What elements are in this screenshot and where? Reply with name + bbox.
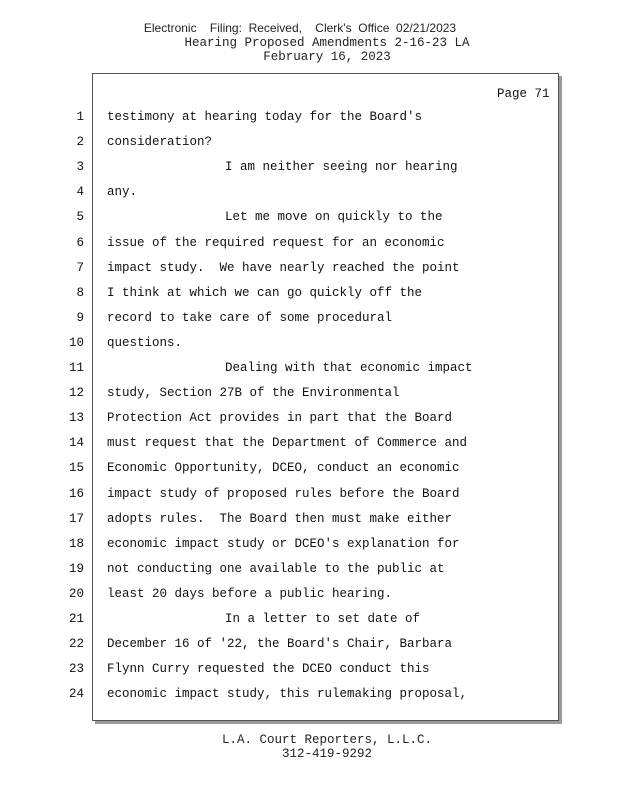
transcript-line [0, 361, 600, 386]
line-number: 16 [68, 486, 84, 501]
line-text: economic impact study or DCEO's explanation for [107, 536, 460, 551]
transcript-line [0, 261, 600, 286]
line-text: must request that the Department of Commerce and [107, 436, 468, 451]
line-number: 4 [76, 185, 84, 200]
line-number: 21 [68, 612, 84, 626]
line-number: 10 [68, 335, 84, 350]
line-number: 17 [68, 511, 84, 526]
line-text: Let me move on quickly to the [225, 210, 443, 225]
line-number: 2 [76, 135, 84, 150]
transcript-line [0, 687, 600, 712]
transcript-line [0, 436, 600, 461]
line-text: Dealing with that economic impact [225, 361, 473, 375]
line-text: record to take care of some procedural [107, 310, 393, 325]
transcript-line [0, 286, 600, 311]
line-number: 9 [76, 310, 84, 325]
line-text: economic impact study, this rulemaking proposal, [107, 687, 468, 702]
line-number: 23 [68, 662, 84, 677]
line-text: issue of the required request for an economic [107, 235, 445, 250]
line-number: 15 [68, 461, 84, 476]
transcript-line [0, 336, 600, 361]
line-number: 6 [76, 235, 84, 250]
transcript-line [0, 311, 600, 336]
line-text: testimony at hearing today for the Board's [107, 110, 423, 124]
line-text: least 20 days before a public hearing. [107, 586, 393, 601]
transcript-line [0, 487, 600, 512]
line-text: In a letter to set date of [225, 612, 421, 626]
transcript-line [0, 135, 600, 160]
line-number: 22 [68, 637, 84, 652]
line-text: Economic Opportunity, DCEO, conduct an economic [107, 461, 460, 476]
filing-stamp: Electronic Filing: Received, Clerk's Office 02/21/2023 [143, 21, 457, 35]
transcript-line [0, 537, 600, 562]
hearing-date: February 16, 2023 [263, 50, 391, 64]
reporter-phone: 312-419-9292 [281, 747, 372, 761]
line-text: Flynn Curry requested the DCEO conduct this [107, 662, 430, 677]
line-text: study, Section 27B of the Environmental [107, 386, 400, 401]
line-text: questions. [107, 335, 183, 350]
transcript-line [0, 236, 600, 261]
transcript-line [0, 637, 600, 662]
transcript-line [0, 160, 600, 185]
transcript-line [0, 110, 600, 135]
line-number: 12 [68, 386, 84, 401]
transcript-line [0, 185, 600, 210]
line-number: 18 [68, 536, 84, 551]
line-text: December 16 of '22, the Board's Chair, Barbara [107, 637, 453, 652]
hearing-caption: Hearing Proposed Amendments 2-16-23 LA [184, 36, 470, 50]
transcript-line [0, 587, 600, 612]
line-number: 13 [68, 411, 84, 426]
transcript-line [0, 612, 600, 637]
reporter-name: L.A. Court Reporters, L.L.C. [221, 733, 433, 747]
line-text: impact study. We have nearly reached the point [107, 260, 460, 275]
line-number: 20 [68, 586, 84, 601]
line-text: consideration? [107, 135, 213, 150]
line-text: adopts rules. The Board then must make either [107, 511, 453, 526]
line-number: 7 [76, 260, 84, 275]
transcript-line [0, 411, 600, 436]
page-number: Page 71 [497, 87, 550, 101]
line-text: not conducting one available to the public at [107, 561, 445, 576]
line-text: I am neither seeing nor hearing [225, 160, 458, 175]
transcript-line [0, 512, 600, 537]
line-number: 1 [76, 110, 84, 124]
transcript-line [0, 461, 600, 486]
line-number: 8 [76, 285, 84, 300]
line-number: 24 [68, 687, 84, 702]
transcript-line [0, 662, 600, 687]
line-number: 11 [68, 361, 84, 375]
line-text: Protection Act provides in part that the Board [107, 411, 453, 426]
line-text: any. [107, 185, 138, 200]
line-number: 3 [76, 160, 84, 175]
line-text: I think at which we can go quickly off the [107, 285, 423, 300]
line-text: impact study of proposed rules before the Board [107, 486, 460, 501]
transcript-line [0, 210, 600, 235]
line-number: 19 [68, 561, 84, 576]
line-number: 14 [68, 436, 84, 451]
transcript-line [0, 386, 600, 411]
line-number: 5 [76, 210, 84, 225]
transcript-line [0, 562, 600, 587]
